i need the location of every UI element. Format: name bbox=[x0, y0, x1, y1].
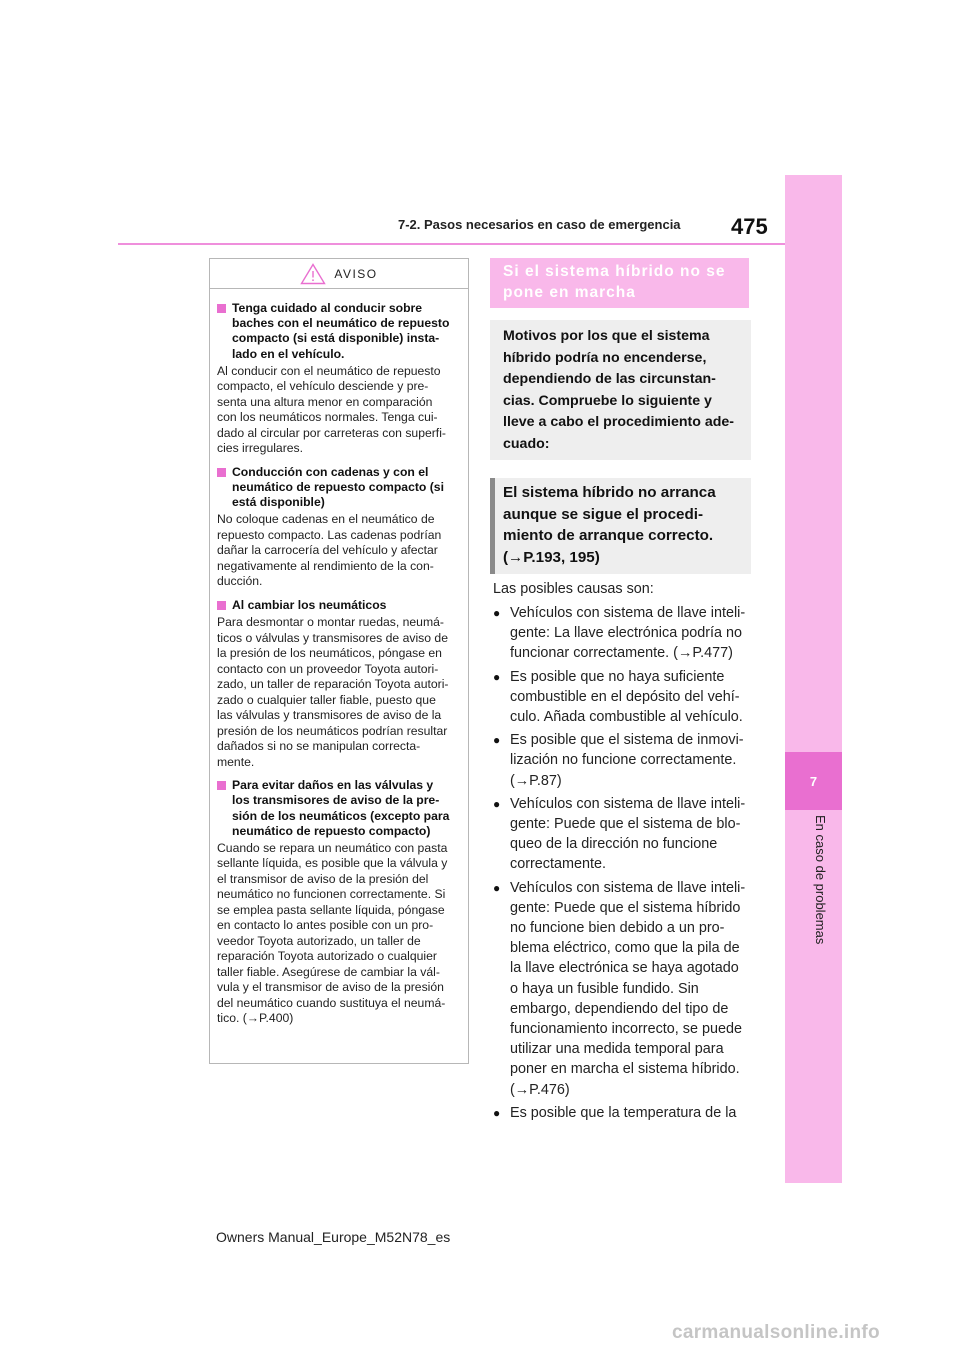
footer-document-id: Owners Manual_Europe_M52N78_es bbox=[216, 1229, 451, 1245]
warning-item-heading: Al cambiar los neumáticos bbox=[232, 597, 387, 612]
warning-item-text: Para desmontar o montar ruedas, neumá- ticos o válvulas y transmisores de aviso de la presión de los neumáticos, póngase en contacto con un proveedor Toyota autori- zado, un taller de reparación Toyota autori- zado o cualquier taller fiable, puesto que las válvulas y transmisores de aviso de la presión de los neumáticos podrían resultar dañados si no se manipulan correcta- mente. bbox=[217, 615, 449, 769]
warning-item-heading: Tenga cuidado al conducir sobre baches con el neumático de repuesto compacto (si está disponible) insta- lado en el vehículo. bbox=[232, 301, 450, 361]
warning-item-text: Cuando se repara un neumático con pasta sellante líquida, es posible que la válvula y el transmisor de aviso de la presión del neumático no funcionen correctamente. Si se emplea pasta sellante líquida, póngase en contacto lo antes posible con un pro- veedor Toyota autorizado, un taller de reparación Toyota autorizado o cualquier taller fiable. Asegúrese de cambiar la vál- vula y el transmisor de aviso de la presión del neumático cuando sustituya el neumá- tico. (→P.400) bbox=[217, 840, 448, 1026]
page-number: 475 bbox=[731, 214, 768, 239]
bullet-dot-icon: ● bbox=[493, 606, 501, 620]
subheading-box: El sistema híbrido no arranca aunque se sigue el procedi- miento de arranque correcto. (→P.193, 195) bbox=[490, 478, 751, 574]
chapter-number-badge: 7 bbox=[785, 752, 842, 810]
warning-title: AVISO bbox=[334, 266, 378, 281]
warning-item bbox=[217, 465, 463, 590]
cause-text: Vehículos con sistema de llave inteli- gente: La llave electrónica podría no funcionar correctamente. (→P.477) bbox=[510, 605, 746, 662]
watermark: carmanualsonline.info bbox=[672, 1322, 880, 1343]
intro-box: Motivos por los que el sistema híbrido podría no encenderse, dependiendo de las circunstan- cias. Compruebe lo siguiente y lleve a cabo el procedimiento ade- cuado: bbox=[490, 320, 751, 460]
bullet-dot-icon: ● bbox=[493, 880, 501, 895]
warning-box bbox=[209, 258, 469, 1064]
cause-text: Vehículos con sistema de llave inteli- gente: Puede que el sistema híbrido no funcione bien debido a un pro- blema eléctrico, como que la pila de la llave electrónica se haya agotado o haya un fusible fundido. Sin embargo, dependiendo del tipo de funcionamiento incorrecto, se puede utilizar una medida temporal para poner en marcha el sistema híbrido. (→P.476) bbox=[510, 879, 746, 1098]
cause-text: Vehículos con sistema de llave inteli- gente: Puede que el sistema de blo- queo de la dirección no funcione correctamente. bbox=[510, 795, 746, 873]
warning-item bbox=[217, 598, 463, 770]
warning-item-text: No coloque cadenas en el neumático de repuesto compacto. Las cadenas podrían dañar la carrocería del vehículo y afectar negativamente al rendimiento de la con- ducción. bbox=[217, 512, 442, 589]
pink-square-bullet-icon bbox=[217, 781, 226, 790]
bullet-dot-icon: ● bbox=[493, 1105, 501, 1120]
chapter-tab-bar bbox=[785, 175, 842, 1183]
list-item bbox=[493, 730, 763, 791]
warning-item-heading: Conducción con cadenas y con el neumático de repuesto compacto (si está disponible) bbox=[232, 464, 444, 510]
list-item bbox=[493, 1103, 763, 1123]
pink-square-bullet-icon bbox=[217, 468, 226, 477]
list-item bbox=[493, 603, 763, 664]
warning-item bbox=[217, 778, 463, 1027]
bullet-dot-icon: ● bbox=[493, 733, 501, 748]
warning-item-heading: Para evitar daños en las válvulas y los transmisores de aviso de la pre- sión de los neumáticos (excepto para neumático de repuesto compacto) bbox=[232, 778, 450, 838]
list-item bbox=[493, 794, 763, 875]
cause-text: Es posible que la temperatura de la bbox=[510, 1104, 737, 1121]
list-item bbox=[493, 667, 763, 728]
warning-triangle-icon bbox=[300, 263, 326, 285]
causes-list bbox=[493, 600, 763, 1123]
warning-item-text: Al conducir con el neumático de repuesto compacto, el vehículo desciende y pre- senta una altura menor en comparación con los neumáticos normales. Tenga cui- dado al circular por carreteras con superfi- cies irregulares. bbox=[217, 363, 446, 456]
cause-text: Es posible que no haya suficiente combustible en el depósito del vehí- culo. Añada combustible al vehículo. bbox=[510, 668, 743, 726]
pink-square-bullet-icon bbox=[217, 601, 226, 610]
warning-body bbox=[210, 289, 468, 1027]
bullet-dot-icon: ● bbox=[493, 669, 501, 684]
list-item bbox=[493, 878, 763, 1100]
bullet-dot-icon: ● bbox=[493, 796, 501, 811]
pink-square-bullet-icon bbox=[217, 304, 226, 313]
cause-text: Es posible que el sistema de inmovi- lización no funcione correctamente. (→P.87) bbox=[510, 732, 744, 789]
section-heading: Si el sistema híbrido no se pone en marcha bbox=[490, 258, 749, 308]
section-title: 7-2. Pasos necesarios en caso de emergencia bbox=[398, 217, 681, 232]
chapter-title: En caso de problemas bbox=[813, 815, 828, 945]
header-divider bbox=[118, 243, 785, 245]
causes-intro: Las posibles causas son: bbox=[493, 581, 654, 597]
warning-header bbox=[210, 259, 468, 289]
warning-item bbox=[217, 301, 463, 457]
